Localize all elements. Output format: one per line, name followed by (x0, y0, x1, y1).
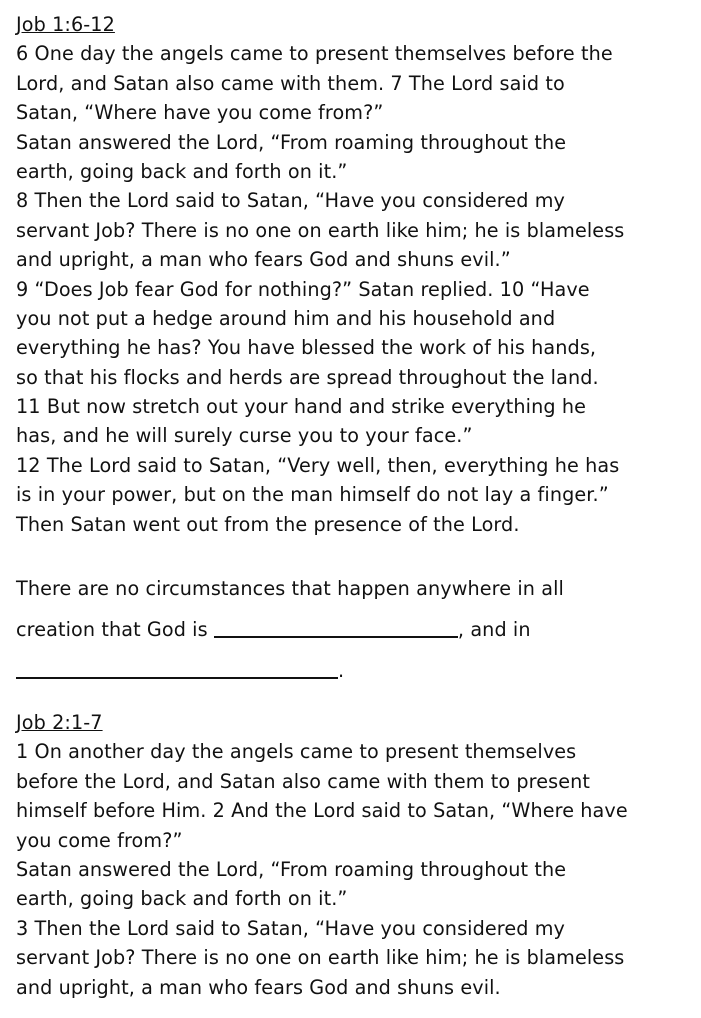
passage-line: everything he has? You have blessed the work of his hands, (16, 336, 597, 360)
statement-text: , and in (457, 618, 531, 642)
passage-job-2 (16, 708, 628, 1002)
worksheet-page (16, 10, 691, 999)
answer-blank-1[interactable] (214, 619, 458, 638)
statement-line (16, 650, 691, 691)
passage-line: you come from?” (16, 828, 183, 852)
statement-text: There are no circumstances that happen anywhere in all (16, 577, 564, 601)
passage-line: earth, going back and forth on it.” (16, 887, 348, 911)
fill-in-statement (16, 568, 691, 691)
passage-line: 11 But now stretch out your hand and strike everything he (16, 395, 586, 419)
passage-line: 12 The Lord said to Satan, “Very well, then, everything he has (16, 453, 620, 477)
answer-blank-2[interactable] (16, 660, 338, 679)
passage-line: is in your power, but on the man himself do not lay a finger.” (16, 483, 609, 507)
statement-text: . (338, 659, 345, 683)
passage-title: Job 1:6-12 (16, 13, 115, 36)
passage-line: Then Satan went out from the presence of the Lord. (16, 512, 520, 536)
passage-line: 3 Then the Lord said to Satan, “Have you considered my (16, 916, 565, 940)
passage-line: 9 “Does Job fear God for nothing?” Satan replied. 10 “Have (16, 277, 590, 301)
passage-line: you not put a hedge around him and his household and (16, 306, 556, 330)
spacer (16, 539, 691, 568)
passage-job-1 (16, 10, 691, 539)
passage-line: Satan answered the Lord, “From roaming throughout the (16, 130, 567, 154)
statement-line (16, 609, 691, 650)
passage-line: Lord, and Satan also came with them. 7 The Lord said to (16, 71, 565, 95)
passage-line: Satan, “Where have you come from?” (16, 101, 384, 125)
passage-line: 8 Then the Lord said to Satan, “Have you considered my (16, 189, 565, 213)
statement-line (16, 568, 691, 609)
passage-line: before the Lord, and Satan also came with them to present (16, 769, 591, 793)
statement-text: creation that God is (16, 618, 208, 642)
passage-line: and upright, a man who fears God and shuns evil. (16, 975, 501, 999)
passage-line: earth, going back and forth on it.” (16, 159, 348, 183)
passage-line: servant Job? There is no one on earth like him; he is blameless (16, 218, 625, 242)
passage-title: Job 2:1-7 (16, 711, 103, 734)
passage-line: servant Job? There is no one on earth like him; he is blameless (16, 946, 625, 970)
passage-line: 1 On another day the angels came to present themselves (16, 740, 577, 764)
passage-line: and upright, a man who fears God and shuns evil.” (16, 248, 511, 272)
passage-line: Satan answered the Lord, “From roaming throughout the (16, 857, 567, 881)
passage-line: so that his flocks and herds are spread throughout the land. (16, 365, 599, 389)
passage-line: 6 One day the angels came to present themselves before the (16, 42, 613, 66)
passage-line: himself before Him. 2 And the Lord said to Satan, “Where have (16, 799, 628, 823)
passage-line: has, and he will surely curse you to your face.” (16, 424, 473, 448)
